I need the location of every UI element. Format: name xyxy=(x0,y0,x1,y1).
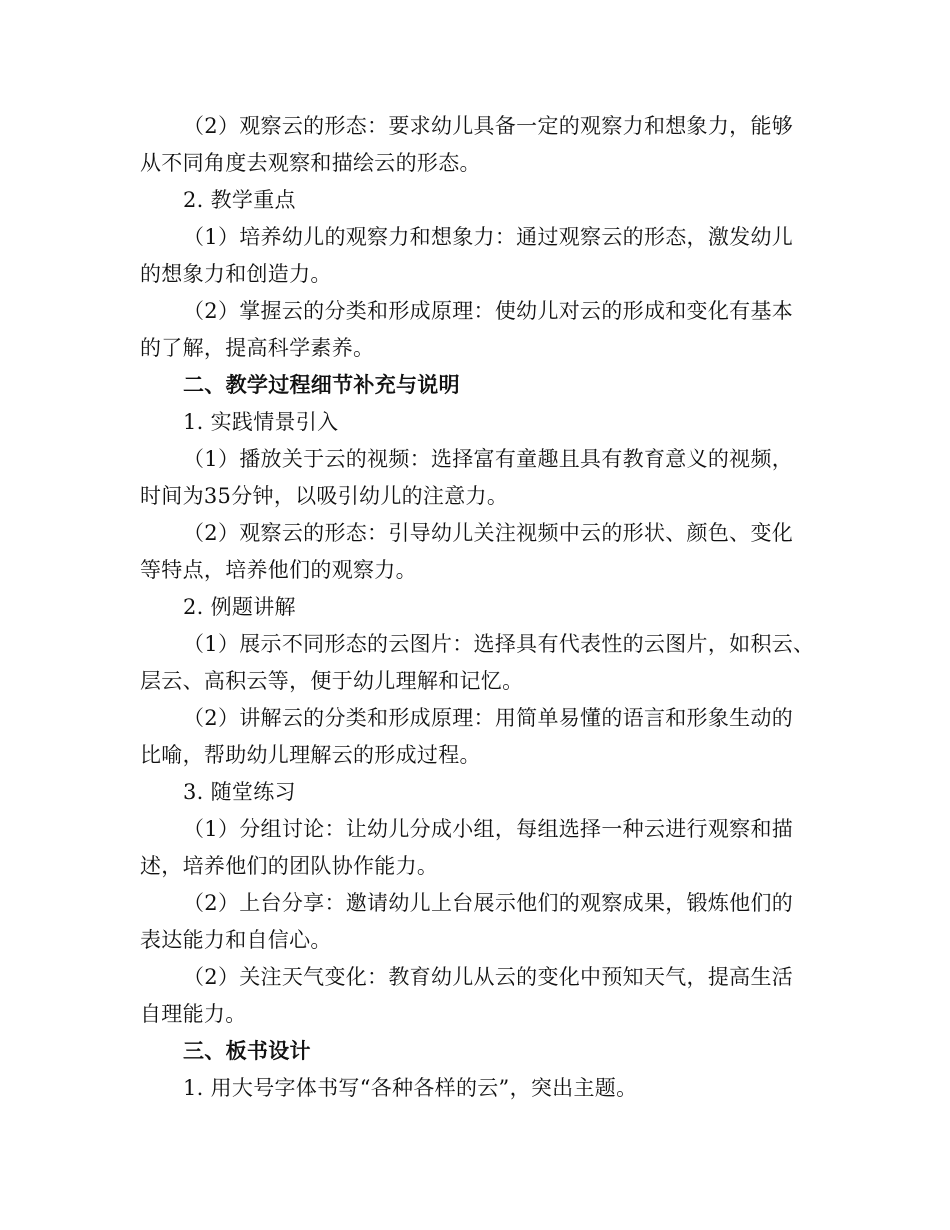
paragraph-line: 表达能力和自信心。 xyxy=(140,928,332,952)
paragraph-line: （1）分组讨论：让幼儿分成小组，每组选择一种云进行观察和描 xyxy=(183,817,794,841)
paragraph-line: 的想象力和创造力。 xyxy=(140,262,332,286)
paragraph-line: 等特点，培养他们的观察力。 xyxy=(140,558,417,582)
subsection-heading: 1. 实践情景引入 xyxy=(183,410,339,434)
paragraph-line: （2）观察云的形态：引导幼儿关注视频中云的形状、颜色、变化 xyxy=(183,521,794,545)
subsection-heading: 3. 随堂练习 xyxy=(183,780,296,804)
paragraph-line: （1）播放关于云的视频：选择富有童趣且具有教育意义的视频， xyxy=(183,447,794,471)
paragraph-line: （2）讲解云的分类和形成原理：用简单易懂的语言和形象生动的 xyxy=(183,706,794,730)
paragraph-line: （1）培养幼儿的观察力和想象力：通过观察云的形态，激发幼儿 xyxy=(183,225,794,249)
paragraph-line: 述，培养他们的团队协作能力。 xyxy=(140,854,439,878)
paragraph-line: （2）观察云的形态：要求幼儿具备一定的观察力和想象力，能够 xyxy=(183,114,794,138)
paragraph-line: 比喻，帮助幼儿理解云的形成过程。 xyxy=(140,743,481,767)
paragraph-line: 1. 用大号字体书写“各种各样的云”，突出主题。 xyxy=(183,1076,638,1100)
paragraph-line: （2）关注天气变化：教育幼儿从云的变化中预知天气，提高生活 xyxy=(183,965,794,989)
paragraph-line: 自理能力。 xyxy=(140,1002,247,1026)
subsection-heading: 2. 教学重点 xyxy=(183,188,296,212)
section-heading: 三、板书设计 xyxy=(183,1038,311,1063)
subsection-heading: 2. 例题讲解 xyxy=(183,595,296,619)
paragraph-line: （2）掌握云的分类和形成原理：使幼儿对云的形成和变化有基本 xyxy=(183,299,794,323)
paragraph-line: 从不同角度去观察和描绘云的形态。 xyxy=(140,151,481,175)
paragraph-line: （2）上台分享：邀请幼儿上台展示他们的观察成果，锻炼他们的 xyxy=(183,891,794,915)
section-heading: 二、教学过程细节补充与说明 xyxy=(183,372,460,397)
paragraph-line: 时间为35分钟，以吸引幼儿的注意力。 xyxy=(140,484,509,508)
paragraph-line: （1）展示不同形态的云图片：选择具有代表性的云图片，如积云、 xyxy=(183,632,815,656)
paragraph-line: 层云、高积云等，便于幼儿理解和记忆。 xyxy=(140,669,524,693)
paragraph-line: 的了解，提高科学素养。 xyxy=(140,336,375,360)
